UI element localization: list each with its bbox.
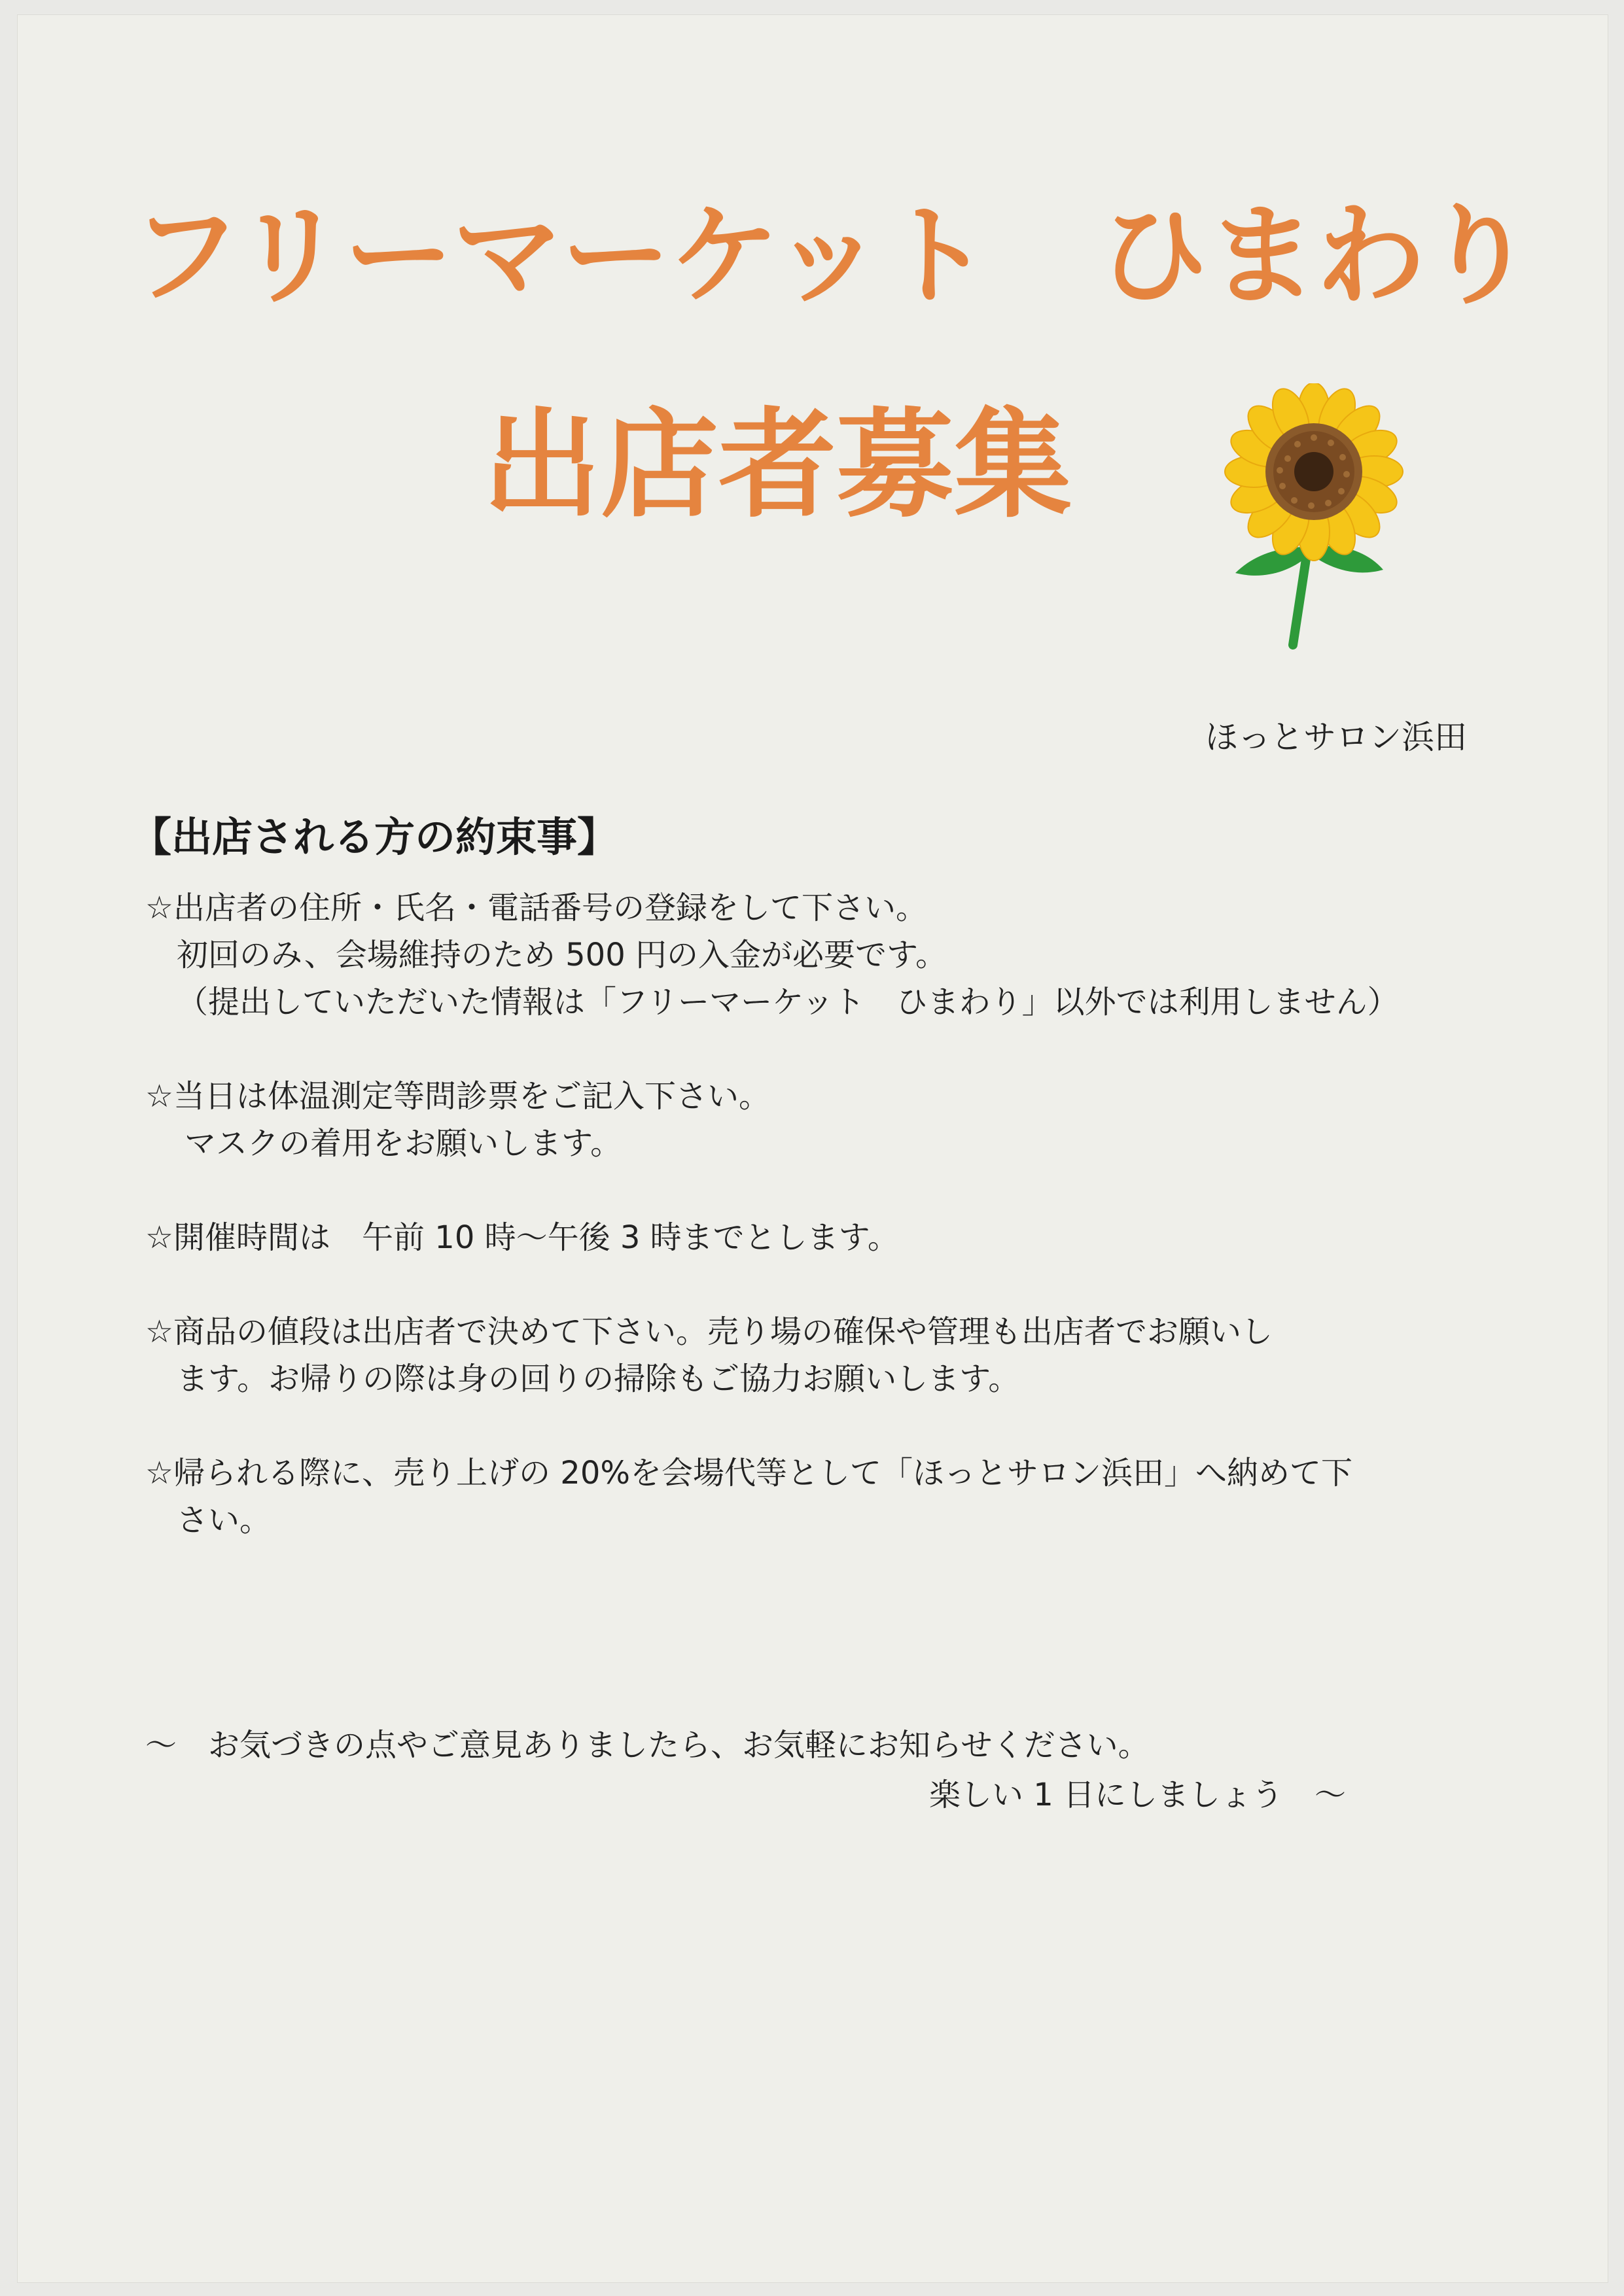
organizer-name: ほっとサロン浜田 <box>1205 718 1467 756</box>
rule-line: （提出していただいた情報は「フリーマーケット ひまわり」以外では利用しません） <box>177 984 1399 1020</box>
rule-fee <box>145 1450 1493 1544</box>
rule-line: マスクの着用をお願いします。 <box>185 1125 622 1162</box>
title-line-1: フリーマーケット ひまわり <box>131 192 1533 320</box>
sunflower-icon <box>1216 383 1419 658</box>
closing-message <box>145 1720 1346 1820</box>
title-line-2: 出店者募集 <box>483 397 1072 534</box>
rule-line: ☆開催時間は 午前 10 時～午後 3 時までとします。 <box>145 1219 899 1256</box>
rule-line: ます。お帰りの際は身の回りの掃除もご協力お願いします。 <box>177 1361 1020 1397</box>
rule-registration <box>145 884 1493 1026</box>
rule-line: ☆出店者の住所・氏名・電話番号の登録をして下さい。 <box>145 890 928 926</box>
rule-health-check <box>145 1073 1493 1167</box>
closing-line-1: ～ お気づきの点やご意見ありましたら、お気軽にお知らせください。 <box>145 1727 1150 1764</box>
rule-hours <box>145 1214 1493 1261</box>
closing-line-2: 楽しい 1 日にしましょう ～ <box>929 1777 1347 1813</box>
rule-line: ☆帰られる際に、売り上げの 20%を会場代等として「ほっとサロン浜田」へ納めて下 <box>145 1455 1352 1491</box>
rule-pricing <box>145 1308 1493 1402</box>
section-heading: 【出店される方の約束事】 <box>131 813 618 861</box>
rule-line: ☆当日は体温測定等問診票をご記入下さい。 <box>145 1078 771 1115</box>
rules-list <box>145 884 1493 1591</box>
rule-line: 初回のみ、会場維持のため 500 円の入金が必要です。 <box>177 937 947 973</box>
rule-line: さい。 <box>177 1502 272 1539</box>
rule-line: ☆商品の値段は出店者で決めて下さい。売り場の確保や管理も出店者でお願いし <box>145 1313 1273 1350</box>
